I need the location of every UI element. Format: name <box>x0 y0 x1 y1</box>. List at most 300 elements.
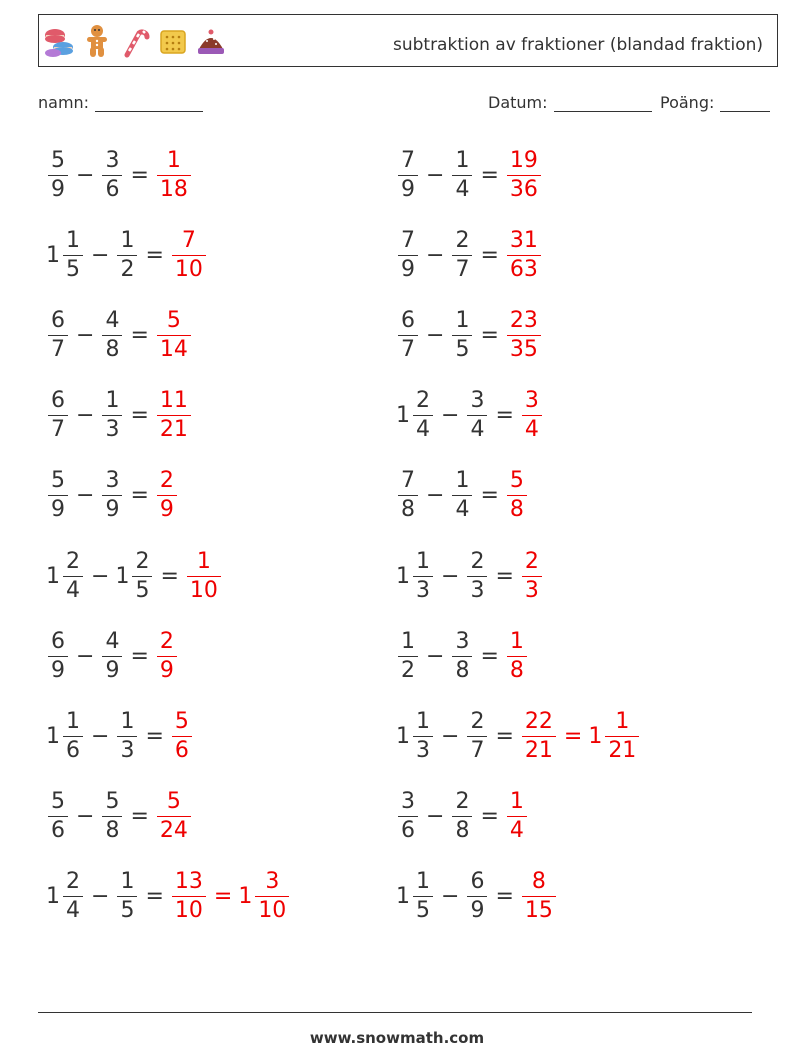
answer <box>520 868 558 925</box>
minuend-numerator: 5 <box>51 147 65 173</box>
answer-denominator: 18 <box>157 175 191 204</box>
minuend-fraction <box>48 467 68 524</box>
subtrahend-mixed-number <box>450 227 474 284</box>
answer-fraction <box>522 548 542 605</box>
minuend-fraction <box>48 387 68 444</box>
problem-item <box>46 541 223 611</box>
minuend-mixed-number <box>396 548 435 605</box>
subtrahend-denominator: 2 <box>117 255 137 284</box>
answer-fraction <box>157 147 191 204</box>
answer-simplified-fraction <box>255 868 289 925</box>
answer-mixed-number <box>155 788 193 845</box>
subtrahend-fraction <box>117 227 137 284</box>
candy-cane-icon <box>119 23 151 59</box>
minuend-mixed-number <box>46 467 70 524</box>
name-label: namn: <box>38 93 90 112</box>
minuend-mixed-number <box>396 708 435 765</box>
answer-denominator: 14 <box>157 335 191 364</box>
answer-mixed-number <box>505 628 529 685</box>
answer-fraction <box>187 548 221 605</box>
answer-fraction <box>507 628 527 685</box>
subtrahend-fraction <box>452 307 472 364</box>
minuend-whole: 1 <box>46 884 60 910</box>
answer-mixed-number <box>170 868 208 925</box>
equals-sign: = <box>480 162 499 188</box>
minuend-denominator: 2 <box>398 656 418 685</box>
answer-denominator: 4 <box>522 415 542 444</box>
minuend-mixed-number <box>396 868 435 925</box>
minuend-numerator: 7 <box>401 227 415 253</box>
equals-sign: = <box>130 322 149 348</box>
subtrahend-denominator: 3 <box>102 415 122 444</box>
subtrahend-denominator: 5 <box>117 896 137 925</box>
subtrahend-fraction <box>467 868 487 925</box>
minus-sign: − <box>441 403 460 429</box>
cracker-biscuit-icon <box>157 23 189 59</box>
problem-item <box>396 621 529 691</box>
minus-sign: − <box>76 804 95 830</box>
footer-url: www.snowmath.com <box>309 1029 485 1047</box>
problem-item <box>46 381 193 451</box>
subtrahend-fraction <box>102 788 122 845</box>
equals-sign: = <box>480 242 499 268</box>
equals-sign: = <box>495 403 514 429</box>
equals-sign: = <box>130 162 149 188</box>
minuend-denominator: 6 <box>63 736 83 765</box>
answer <box>505 227 543 284</box>
minuend-fraction <box>63 227 83 284</box>
subtrahend-numerator: 1 <box>455 307 470 333</box>
answer-mixed-number <box>155 387 193 444</box>
equals-sign: = <box>480 804 499 830</box>
minus-sign: − <box>76 403 95 429</box>
date-blank[interactable] <box>554 95 652 112</box>
answer <box>185 548 223 605</box>
worksheet-header <box>38 14 778 67</box>
subtrahend-mixed-number <box>115 868 139 925</box>
subtrahend-fraction <box>452 628 472 685</box>
minuend-mixed-number <box>46 227 85 284</box>
answer-numerator: 5 <box>166 789 181 815</box>
answer-denominator: 10 <box>172 896 206 925</box>
equals-sign: = <box>480 483 499 509</box>
problem-item <box>396 381 544 451</box>
minuend-numerator: 1 <box>416 869 430 895</box>
minuend-numerator: 1 <box>416 548 430 574</box>
macarons-icon <box>43 23 75 59</box>
subtrahend-mixed-number <box>450 467 474 524</box>
answer-numerator: 8 <box>531 869 546 895</box>
minuend-denominator: 3 <box>413 736 433 765</box>
minus-sign: − <box>426 162 445 188</box>
equals-sign: = <box>480 322 499 348</box>
answer-mixed-number <box>185 548 223 605</box>
answer-denominator: 4 <box>507 816 527 845</box>
subtrahend-numerator: 2 <box>470 548 485 574</box>
minuend-mixed-number <box>46 868 85 925</box>
answer-fraction <box>507 788 527 845</box>
subtrahend-fraction <box>117 868 137 925</box>
minus-sign: − <box>426 483 445 509</box>
answer <box>505 147 543 204</box>
answer <box>155 387 193 444</box>
minuend-denominator: 9 <box>48 495 68 524</box>
subtrahend-fraction <box>467 708 487 765</box>
answer <box>155 467 179 524</box>
minuend-fraction <box>413 868 433 925</box>
answer-denominator: 9 <box>157 656 177 685</box>
minuend-whole: 1 <box>396 723 410 749</box>
answer <box>520 708 641 765</box>
subtrahend-fraction <box>102 467 122 524</box>
equals-sign: = <box>130 483 149 509</box>
answer-denominator: 15 <box>522 896 556 925</box>
answer-fraction <box>157 628 177 685</box>
subtrahend-mixed-number <box>100 387 124 444</box>
subtrahend-fraction <box>452 467 472 524</box>
subtrahend-fraction <box>102 628 122 685</box>
header-icons <box>43 23 227 59</box>
minuend-numerator: 1 <box>66 227 80 253</box>
footer-divider <box>38 1012 752 1013</box>
subtrahend-numerator: 3 <box>470 388 485 414</box>
subtrahend-numerator: 5 <box>105 789 120 815</box>
answer-fraction <box>172 227 206 284</box>
minuend-denominator: 5 <box>413 896 433 925</box>
answer <box>155 147 193 204</box>
minus-sign: − <box>426 322 445 348</box>
answer-numerator: 1 <box>509 789 524 815</box>
subtrahend-numerator: 6 <box>470 869 485 895</box>
answer-numerator: 22 <box>524 708 553 734</box>
answer-numerator: 13 <box>174 869 203 895</box>
answer-fraction <box>157 788 191 845</box>
minuend-mixed-number <box>396 788 420 845</box>
subtrahend-mixed-number <box>115 708 139 765</box>
minuend-mixed-number <box>46 387 70 444</box>
answer-numerator: 2 <box>159 628 174 654</box>
answer-fraction <box>172 868 206 925</box>
answer-equals-sign: = <box>213 884 233 910</box>
equals-sign: = <box>130 403 149 429</box>
minuend-fraction <box>48 147 68 204</box>
answer-fraction <box>522 868 556 925</box>
equals-sign: = <box>480 643 499 669</box>
answer-denominator: 10 <box>172 255 206 284</box>
problem-item <box>396 220 543 290</box>
minuend-fraction <box>398 147 418 204</box>
answer-denominator: 10 <box>187 576 221 605</box>
answer-fraction <box>157 307 191 364</box>
subtrahend-mixed-number <box>450 307 474 364</box>
problem-item <box>46 220 208 290</box>
subtrahend-numerator: 1 <box>455 147 470 173</box>
minuend-fraction <box>63 868 83 925</box>
minuend-denominator: 6 <box>398 816 418 845</box>
answer <box>170 868 291 925</box>
subtrahend-fraction <box>102 147 122 204</box>
minuend-denominator: 9 <box>398 175 418 204</box>
answer-denominator: 9 <box>157 495 177 524</box>
subtrahend-denominator: 4 <box>452 175 472 204</box>
gingerbread-man-icon <box>81 23 113 59</box>
answer-simplified-mixed-number <box>238 868 291 925</box>
minuend-fraction <box>413 387 433 444</box>
problem-item <box>396 701 641 771</box>
equals-sign: = <box>130 804 149 830</box>
answer-fraction <box>507 227 541 284</box>
answer-simplified-fraction <box>605 708 639 765</box>
minuend-fraction <box>398 307 418 364</box>
answer-simplified-numerator: 3 <box>265 869 280 895</box>
answer-fraction <box>507 147 541 204</box>
minuend-fraction <box>63 708 83 765</box>
minuend-fraction <box>413 708 433 765</box>
problem-item <box>46 621 179 691</box>
answer-fraction <box>157 387 191 444</box>
minuend-denominator: 7 <box>48 415 68 444</box>
subtrahend-fraction <box>117 708 137 765</box>
minuend-denominator: 7 <box>48 335 68 364</box>
answer <box>505 467 529 524</box>
subtrahend-fraction <box>452 147 472 204</box>
answer-mixed-number <box>520 548 544 605</box>
answer-numerator: 1 <box>509 628 524 654</box>
subtrahend-numerator: 2 <box>135 548 150 574</box>
subtrahend-denominator: 3 <box>467 576 487 605</box>
answer-numerator: 1 <box>196 548 211 574</box>
score-field[interactable] <box>660 93 770 112</box>
minuend-denominator: 9 <box>48 656 68 685</box>
minuend-mixed-number <box>46 548 85 605</box>
minuend-numerator: 6 <box>51 388 65 414</box>
answer-equals-sign: = <box>563 723 583 749</box>
minuend-fraction <box>48 628 68 685</box>
minuend-numerator: 3 <box>401 789 415 815</box>
problem-item <box>46 701 194 771</box>
date-label: Datum: <box>488 93 548 112</box>
problem-item <box>46 300 193 370</box>
minuend-mixed-number <box>396 307 420 364</box>
answer <box>155 628 179 685</box>
subtrahend-denominator: 7 <box>467 736 487 765</box>
subtrahend-denominator: 8 <box>102 816 122 845</box>
minus-sign: − <box>426 242 445 268</box>
answer-mixed-number <box>155 467 179 524</box>
minuend-numerator: 2 <box>66 548 80 574</box>
subtrahend-numerator: 2 <box>455 227 470 253</box>
minuend-mixed-number <box>396 628 420 685</box>
score-label: Poäng: <box>660 93 715 112</box>
minuend-fraction <box>398 227 418 284</box>
subtrahend-denominator: 8 <box>452 816 472 845</box>
minuend-numerator: 1 <box>401 628 415 654</box>
minuend-denominator: 9 <box>48 175 68 204</box>
subtrahend-fraction <box>467 387 487 444</box>
subtrahend-mixed-number <box>465 548 489 605</box>
minuend-numerator: 1 <box>416 708 430 734</box>
name-blank[interactable] <box>95 95 203 112</box>
chocolate-cake-icon <box>195 23 227 59</box>
answer-denominator: 36 <box>507 175 541 204</box>
answer <box>170 708 194 765</box>
subtrahend-numerator: 1 <box>455 468 470 494</box>
subtrahend-denominator: 8 <box>452 656 472 685</box>
subtrahend-fraction <box>452 227 472 284</box>
answer-numerator: 5 <box>174 708 189 734</box>
problem-item <box>396 140 543 210</box>
answer-simplified-numerator: 1 <box>615 708 630 734</box>
answer-fraction <box>522 708 556 765</box>
subtrahend-mixed-number <box>465 708 489 765</box>
minuend-whole: 1 <box>46 723 60 749</box>
minuend-denominator: 5 <box>63 255 83 284</box>
subtrahend-mixed-number <box>450 788 474 845</box>
subtrahend-denominator: 9 <box>102 656 122 685</box>
minus-sign: − <box>91 884 110 910</box>
subtrahend-denominator: 9 <box>467 896 487 925</box>
subtrahend-denominator: 7 <box>452 255 472 284</box>
equals-sign: = <box>495 884 514 910</box>
answer-fraction <box>507 467 527 524</box>
answer-mixed-number <box>505 227 543 284</box>
minuend-fraction <box>48 788 68 845</box>
problem-item <box>396 461 529 531</box>
answer-mixed-number <box>155 147 193 204</box>
minuend-denominator: 4 <box>413 415 433 444</box>
answer <box>505 628 529 685</box>
answer <box>170 227 208 284</box>
minuend-mixed-number <box>396 387 435 444</box>
minuend-numerator: 6 <box>51 307 65 333</box>
subtrahend-mixed-number <box>100 147 124 204</box>
answer-denominator: 8 <box>507 656 527 685</box>
subtrahend-numerator: 3 <box>455 628 470 654</box>
answer-denominator: 8 <box>507 495 527 524</box>
answer-mixed-number <box>170 227 208 284</box>
equals-sign: = <box>495 723 514 749</box>
minus-sign: − <box>76 483 95 509</box>
name-field[interactable] <box>38 93 203 112</box>
subtrahend-fraction <box>132 548 152 605</box>
subtrahend-mixed-number <box>100 628 124 685</box>
minus-sign: − <box>426 643 445 669</box>
equals-sign: = <box>145 884 164 910</box>
equals-sign: = <box>130 643 149 669</box>
minuend-denominator: 6 <box>48 816 68 845</box>
answer-denominator: 35 <box>507 335 541 364</box>
answer-numerator: 23 <box>509 307 538 333</box>
answer-denominator: 3 <box>522 576 542 605</box>
minuend-denominator: 4 <box>63 576 83 605</box>
minuend-denominator: 3 <box>413 576 433 605</box>
subtrahend-numerator: 1 <box>120 869 135 895</box>
minuend-mixed-number <box>46 788 70 845</box>
minuend-fraction <box>63 548 83 605</box>
minuend-mixed-number <box>46 708 85 765</box>
minuend-mixed-number <box>46 628 70 685</box>
equals-sign: = <box>160 563 179 589</box>
minuend-mixed-number <box>396 227 420 284</box>
subtrahend-denominator: 9 <box>102 495 122 524</box>
minus-sign: − <box>76 322 95 348</box>
answer-denominator: 24 <box>157 816 191 845</box>
subtrahend-denominator: 8 <box>102 335 122 364</box>
subtrahend-numerator: 4 <box>105 628 120 654</box>
subtrahend-mixed-number <box>450 147 474 204</box>
problem-item <box>396 782 529 852</box>
minuend-denominator: 7 <box>398 335 418 364</box>
subtrahend-mixed-number <box>115 548 154 605</box>
answer-numerator: 5 <box>509 468 524 494</box>
minus-sign: − <box>91 563 110 589</box>
date-field[interactable] <box>488 93 652 112</box>
problem-item <box>46 862 291 932</box>
answer-mixed-number <box>155 307 193 364</box>
answer-denominator: 6 <box>172 736 192 765</box>
answer <box>520 387 544 444</box>
answer-numerator: 2 <box>524 548 539 574</box>
answer-mixed-number <box>505 467 529 524</box>
subtrahend-numerator: 3 <box>105 147 120 173</box>
answer-fraction <box>157 467 177 524</box>
subtrahend-fraction <box>102 307 122 364</box>
answer-mixed-number <box>520 708 558 765</box>
answer-denominator: 63 <box>507 255 541 284</box>
minuend-fraction <box>398 467 418 524</box>
answer-mixed-number <box>155 628 179 685</box>
equals-sign: = <box>495 563 514 589</box>
subtrahend-numerator: 2 <box>470 708 485 734</box>
subtrahend-whole: 1 <box>115 563 130 589</box>
minuend-numerator: 7 <box>401 468 415 494</box>
answer-mixed-number <box>505 147 543 204</box>
minuend-mixed-number <box>46 147 70 204</box>
minuend-fraction <box>398 788 418 845</box>
subtrahend-mixed-number <box>100 467 124 524</box>
minus-sign: − <box>441 563 460 589</box>
minuend-denominator: 8 <box>398 495 418 524</box>
answer-mixed-number <box>520 387 544 444</box>
problem-item <box>46 461 179 531</box>
minuend-numerator: 2 <box>66 869 80 895</box>
minus-sign: − <box>91 242 110 268</box>
minuend-fraction <box>413 548 433 605</box>
minuend-denominator: 4 <box>63 896 83 925</box>
answer-numerator: 3 <box>524 388 539 414</box>
answer-numerator: 31 <box>509 227 538 253</box>
minuend-fraction <box>398 628 418 685</box>
subtrahend-mixed-number <box>465 387 489 444</box>
minuend-fraction <box>48 307 68 364</box>
problem-item <box>46 140 193 210</box>
equals-sign: = <box>145 242 164 268</box>
minus-sign: − <box>76 162 95 188</box>
subtrahend-denominator: 6 <box>102 175 122 204</box>
subtrahend-denominator: 5 <box>132 576 152 605</box>
answer-simplified-whole: 1 <box>238 884 253 910</box>
answer-numerator: 5 <box>166 307 181 333</box>
score-blank[interactable] <box>720 95 770 112</box>
subtrahend-numerator: 2 <box>455 789 470 815</box>
equals-sign: = <box>145 723 164 749</box>
answer-simplified-mixed-number <box>588 708 641 765</box>
minuend-whole: 1 <box>396 403 410 429</box>
answer-numerator: 2 <box>159 468 174 494</box>
minuend-numerator: 5 <box>51 789 65 815</box>
subtrahend-fraction <box>467 548 487 605</box>
minus-sign: − <box>76 643 95 669</box>
